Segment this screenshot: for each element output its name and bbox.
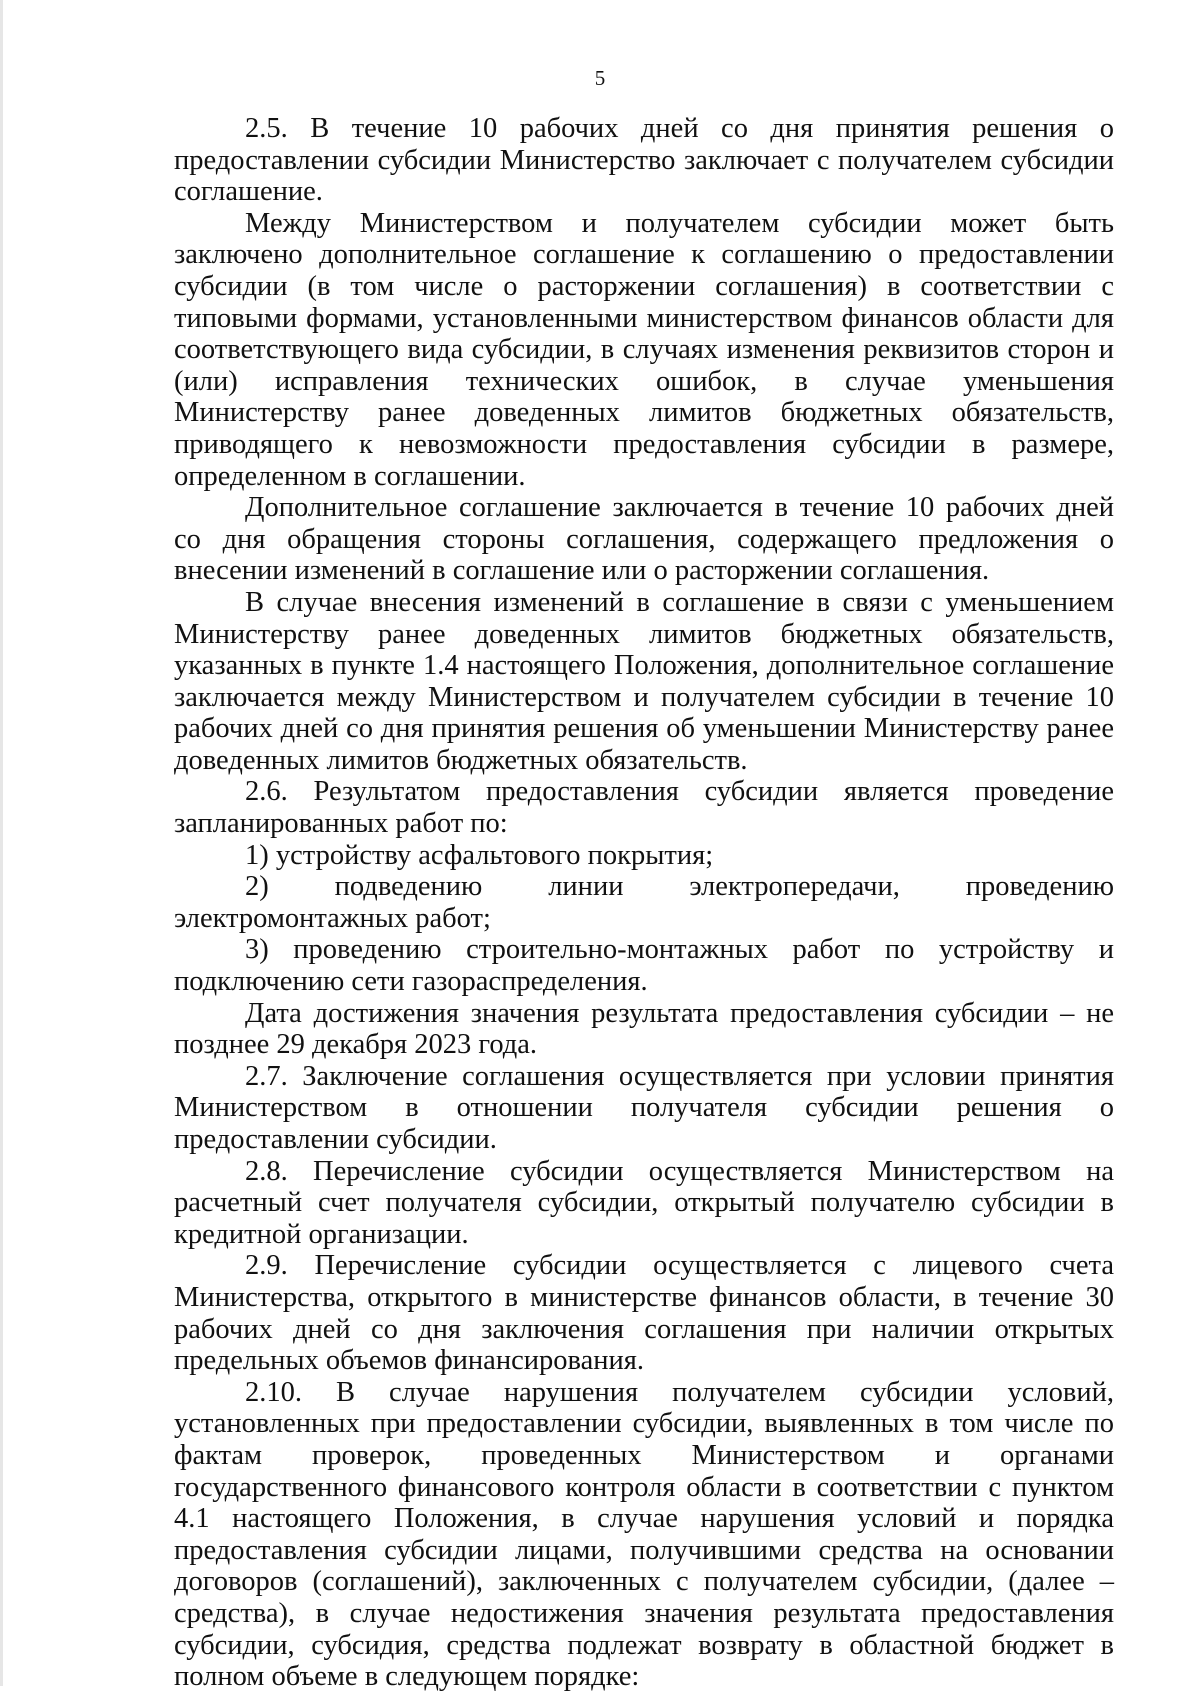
- paragraph-2-10: 2.10. В случае нарушения получателем субсидии условий, установленных при предоставлении субсидии, выявленных в том числе по фактам проверок, проведенных Министерством и органами государственного финансового контроля области в соответствии с пунктом 4.1 настоящего Положения, в случае нарушения условий и порядка предоставления субсидии лицами, получившими средства на основании договоров (соглашений), заключенных с получателем субсидии, (далее – средства), в случае недостижения значения результата предоставления субсидии, субсидия, средства подлежат возврату в областной бюджет в полном объеме в следующем порядке:: [174, 1376, 1114, 1693]
- paragraph-agreement-term: Дополнительное соглашение заключается в течение 10 рабочих дней со дня обращения стороны соглашения, содержащего предложения о внесении изменений в соглашение или о расторжении соглашения.: [174, 492, 1114, 587]
- paragraph-2-7: 2.7. Заключение соглашения осуществляется при условии принятия Министерством в отношении получателя субсидии решения о предоставлении субсидии.: [174, 1060, 1114, 1155]
- paragraph-result-date: Дата достижения значения результата предоставления субсидии – не позднее 29 декабря 2023 года.: [174, 997, 1114, 1061]
- paragraph-2-5: 2.5. В течение 10 рабочих дней со дня принятия решения о предоставлении субсидии Министерство заключает с получателем субсидии соглашение.: [174, 113, 1114, 208]
- list-item-3: 3) проведению строительно-монтажных работ по устройству и подключению сети газораспределения.: [174, 934, 1114, 998]
- list-item-1: 1) устройству асфальтового покрытия;: [245, 839, 714, 871]
- paragraph-2-8: 2.8. Перечисление субсидии осуществляется Министерством на расчетный счет получателя субсидии, открытый получателю субсидии в кредитной организации.: [174, 1155, 1114, 1250]
- paragraph-2-9: 2.9. Перечисление субсидии осуществляется с лицевого счета Министерства, открытого в министерстве финансов области, в течение 30 рабочих дней со дня заключения соглашения при наличии открытых предельных объемов финансирования.: [174, 1250, 1114, 1377]
- paragraph-2-6: 2.6. Результатом предоставления субсидии является проведение запланированных работ по:: [174, 776, 1114, 840]
- paragraph-limits-reduction: В случае внесения изменений в соглашение в связи с уменьшением Министерству ранее доведенных лимитов бюджетных обязательств, указанных в пункте 1.4 настоящего Положения, дополнительное соглашение заключается между Министерством и получателем субсидии в течение 10 рабочих дней со дня принятия решения об уменьшении Министерству ранее доведенных лимитов бюджетных обязательств.: [174, 586, 1114, 776]
- paragraph-additional-agreement: Между Министерством и получателем субсидии может быть заключено дополнительное соглашение к соглашению о предоставлении субсидии (в том числе о расторжении соглашения) в соответствии с типовыми формами, установленными министерством финансов области для соответствующего вида субсидии, в случаях изменения реквизитов сторон и (или) исправления технических ошибок, в случае уменьшения Министерству ранее доведенных лимитов бюджетных обязательств, приводящего к невозможности предоставления субсидии в размере, определенном в соглашении.: [174, 207, 1114, 492]
- document-body: [174, 113, 1114, 1693]
- page-number: 5: [594, 66, 606, 90]
- list-item-2: 2) подведению линии электропередачи, проведению электромонтажных работ;: [174, 871, 1114, 934]
- scan-edge: [0, 0, 3, 1686]
